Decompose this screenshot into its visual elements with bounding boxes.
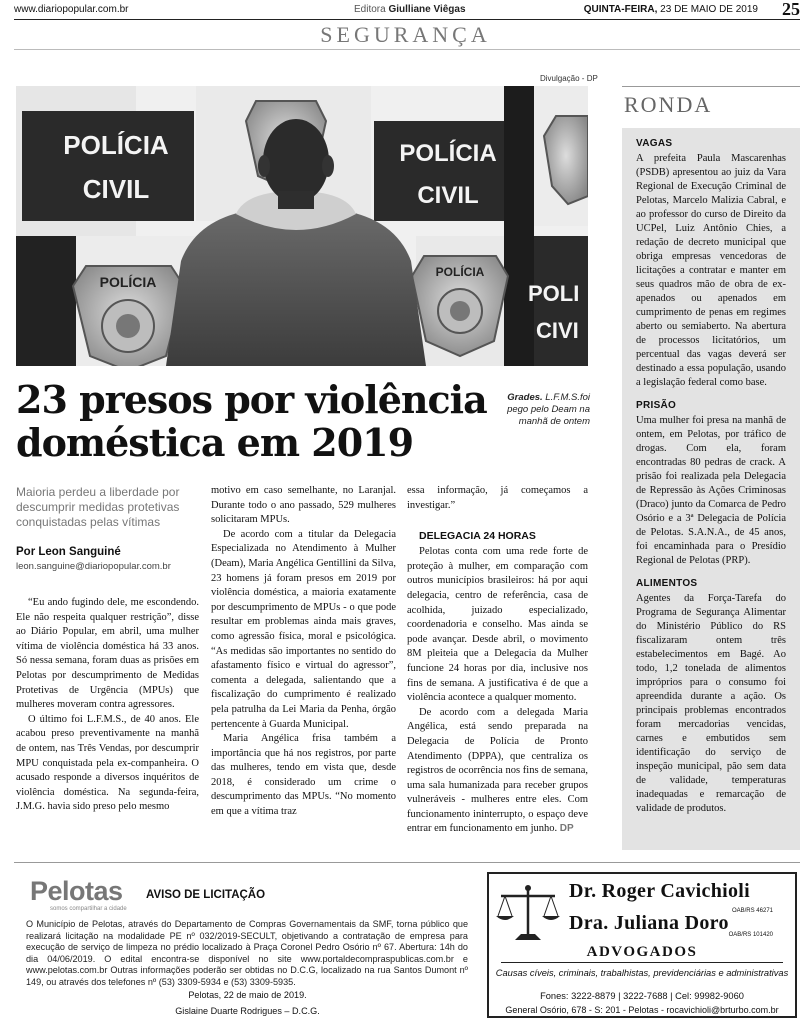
photo-illustration bbox=[16, 86, 588, 366]
badge-text: POLÍCIA bbox=[99, 274, 157, 290]
pelotas-logo-tagline: somos compartilhar a cidade bbox=[50, 906, 127, 912]
divider bbox=[14, 49, 800, 50]
paragraph-text: De acordo com a delegada Maria Angélica, está sendo preparada na Delegacia de Polícia de Pronto Atendimento (DPPA), que centraliza os registros de ocorrência nos fins de semana, uma sala humanizada para receber grupos vulneráveis - mulheres entre eles. Com funcionamento ininterrupto, o espaço deve entrar em funcionamento em junho. bbox=[407, 706, 588, 835]
ronda-heading: VAGAS bbox=[636, 138, 673, 149]
divider bbox=[622, 86, 800, 87]
article-column-1 bbox=[16, 596, 199, 815]
ronda-text: A prefeita Paula Mascarenhas (PSDB) apresentou ao juiz da Vara Regional de Execução Criminal de Pelotas, Marcelo Malizia Cabral, e ao professor do curso de Direito da UCPel, Luiz Antônio Chies, a redação de decreto municipal que obriga empresas vencedoras de licitações a contratar e manter em seus quadros mão de obra de ex-apenados ou apenados em cumprimento de penas em regimes aberto ou semiaberto. Na abertura de processos licitatórios, um percentual das vagas deverá ser destinado a essa população, usando a legislação federal como base. bbox=[636, 153, 786, 388]
backdrop-tile bbox=[22, 111, 194, 221]
paragraph: O último foi L.F.M.S., de 40 anos. Ele acabou preso preventivamente na manhã de ontem, nas Três Vendas, por descumprir MPU conquistada pela ex-companheira. O acusado responde a diversos inquéritos de violência doméstica. Na segunda-feira, J.M.G. havia sido preso pelo mesmo bbox=[16, 713, 199, 813]
advogados-ad bbox=[487, 872, 797, 1018]
ad-signature: Gislaine Duarte Rodrigues – D.C.G. bbox=[175, 1006, 320, 1016]
article-dek: Maioria perdeu a liberdade por descumprir medidas protetivas conquistadas pelas vítimas bbox=[16, 485, 180, 529]
lawyer-oab-2: OAB/RS 101420 bbox=[728, 932, 773, 938]
sign-partial-2: CIVI bbox=[536, 318, 579, 343]
paragraph: De acordo com a titular da Delegacia Especializada no Atendimento à Mulher (Deam), Maria Angélica Gentillini da Silva, 23 homens já foram presos em 2019 por violência doméstica, a maioria exatamente por descumprimento de MPUs - o que pode resultar em problemas ainda mais graves, como agressão física, moral e psicológica. “As medidas são importantes no sentido do afastamento físico e virtual do agressor”, comenta a delegada, salientando que a fiscalização do cumprimento é realizado pela patrulha da Lei Maria da Penha, órgão pertencente à Guarda Municipal. bbox=[211, 528, 396, 730]
licitacao-ad bbox=[20, 872, 475, 1016]
divider bbox=[501, 962, 783, 963]
lawyer-name-2: Dra. Juliana Doro bbox=[569, 912, 729, 934]
sign-partial-1: POLI bbox=[528, 281, 580, 306]
paragraph: essa informação, já começamos a investigar.” bbox=[407, 485, 588, 511]
divider bbox=[14, 862, 800, 863]
ronda-text: Agentes da Força-Tarefa do Programa de Segurança Alimentar do Ministério Público do RS fiscalizaram ontem três estabelecimentos em Bagé. Ao todo, 1,2 tonelada de alimentos impróprios para o consumo foi apreendida durante a ação. Os principais problemas encontrados foram mercadorias vencidas, carnes e embutidos sem identificação do serviço de inspeção municipal, pão sem data de validade, temperaturas inadequadas e remarcação de validade de produtos. bbox=[636, 593, 786, 814]
badge-text: POLÍCIA bbox=[435, 265, 485, 279]
scales-of-justice-icon bbox=[495, 882, 561, 944]
editora-name: Giulliane Viêgas bbox=[388, 4, 466, 15]
ronda-text: Uma mulher foi presa na manhã de ontem, em Pelotas, por tráfico de drogas. Com ela, foram encontradas 80 pedras de crack. A prisão foi realizada pela Delegacia de Repressão às Ações Criminosas (Draco) junto da Comarca de Pedro Osório e a 3ª Delegacia de Polícia de Pelotas. S.A.N.A., de 45 anos, foi encaminhada para o Presídio Regional de Pelotas (PRP). bbox=[636, 415, 786, 566]
page-header bbox=[14, 0, 800, 20]
photo-caption bbox=[505, 392, 590, 428]
caption-lead: Grades. bbox=[507, 392, 543, 403]
ronda-heading: PRISÃO bbox=[636, 400, 677, 411]
caption-text: L.F.M.S.foi pego pelo Deam na manhã de ontem bbox=[507, 392, 590, 427]
pelotas-logo: Pelotas bbox=[30, 876, 123, 906]
issue-weekday: QUINTA-FEIRA, bbox=[583, 4, 658, 15]
sign-line-2: CIVIL bbox=[82, 174, 150, 204]
sign-line-1: POLÍCIA bbox=[399, 140, 497, 167]
ad-date: Pelotas, 22 de maio de 2019. bbox=[188, 990, 307, 1000]
ronda-heading: ALIMENTOS bbox=[636, 578, 698, 589]
backdrop-tile bbox=[16, 236, 76, 366]
paragraph: “Eu ando fugindo dele, me escondendo. Ele não respeita qualquer restrição”, disse ao Diário Popular, em abril, uma mulher vítima de violência doméstica há 33 anos. Só nessa semana, foram duas as prisões em Pelotas por descumprimento de Medidas Protetivas de Urgência (MPUs) que mulheres moveram contra agressores. bbox=[16, 597, 199, 711]
lawyer-name-1: Dr. Roger Cavichioli bbox=[569, 880, 750, 902]
page-number: 25 bbox=[782, 0, 800, 19]
ad-title: AVISO DE LICITAÇÃO bbox=[146, 889, 266, 901]
sign-line-1: POLÍCIA bbox=[63, 130, 169, 160]
ronda-title: RONDA bbox=[624, 92, 713, 117]
paragraph: motivo em caso semelhante, no Laranjal. Durante todo o ano passado, 529 mulheres solicitaram MPUs. bbox=[211, 485, 396, 526]
practice-areas: Causas cíveis, criminais, trabalhistas, previdenciárias e administrativas bbox=[495, 968, 789, 978]
end-mark: DP bbox=[559, 823, 574, 835]
byline: Por Leon Sanguiné bbox=[16, 546, 121, 558]
office-address: General Osório, 678 - S: 201 - Pelotas - rocavichioli@brturbo.com.br bbox=[505, 1005, 779, 1015]
sign-line-2: CIVIL bbox=[417, 182, 479, 209]
article-photo bbox=[16, 86, 588, 366]
editora-label: Editora bbox=[354, 4, 386, 15]
lawyer-oab-1: OAB/RS 46271 bbox=[731, 908, 773, 914]
backdrop-tile bbox=[504, 86, 534, 366]
article-subhead: DELEGACIA 24 HORAS bbox=[419, 530, 536, 543]
phone-numbers: Fones: 3222-8879 | 3222-7688 | Cel: 99982-9060 bbox=[540, 991, 744, 1001]
article-column-3 bbox=[407, 484, 588, 837]
ronda-sidebar bbox=[622, 128, 800, 850]
site-url: www.diariopopular.com.br bbox=[14, 4, 129, 15]
ad-body: O Município de Pelotas, através do Departamento de Compras Governamentais da SMF, torna público que realizará licitação na modalidade PE nº 032/2019-SECULT, objetivando a contratação de empresa para execução de serviço de limpeza no prédio localizado à Praça Coronel Pedro Osório nº 67. Abertura: 14h do dia 04/06/2019. O edital encontra-se disponível no site www.portaldecompraspublicas.com.br e www.pelotas.com.br Outras informações poderão ser obtidas no D.C.G, localizado na rua Santos Dumont nº 149, ou através dos telefones nº (53) 3309-5934 e (53) 3309-5935. bbox=[26, 919, 468, 987]
paragraph: Maria Angélica frisa também a importância que há nos registros, por parte das mulheres, tendo em vista que, desde 2018, é considerado um crime o descumprimento das MPUs. “No momento em que a vítima traz bbox=[211, 733, 396, 818]
article-headline: 23 presos por violência doméstica em 2019 bbox=[16, 377, 487, 465]
issue-date bbox=[584, 4, 758, 15]
section-title: SEGURANÇA bbox=[320, 22, 491, 47]
police-badge-icon bbox=[73, 266, 184, 366]
editora bbox=[354, 4, 466, 15]
photo-credit: Divulgação - DP bbox=[540, 74, 598, 83]
ad-title: ADVOGADOS bbox=[586, 944, 698, 960]
author-email[interactable]: leon.sanguine@diariopopular.com.br bbox=[16, 561, 171, 572]
paragraph: Pelotas conta com uma rede forte de proteção à mulher, em comparação com outros municípios brasileiros: há por aqui delegacia, centro de referência, casa de acolhida, juizado especializado, coordenadoria e conselho. Mas ainda se pode avançar. Desde abril, o movimento 8M pleiteia que a Delegacia da Mulher funcione 24 horas por dia, inclusive nos fins de semana. A justificativa é de que a violência acontece a qualquer momento. bbox=[407, 546, 588, 704]
paragraph bbox=[407, 706, 588, 837]
police-badge-icon bbox=[412, 256, 508, 356]
article-column-2 bbox=[211, 484, 396, 820]
issue-date-text: 23 DE MAIO DE 2019 bbox=[660, 4, 758, 15]
